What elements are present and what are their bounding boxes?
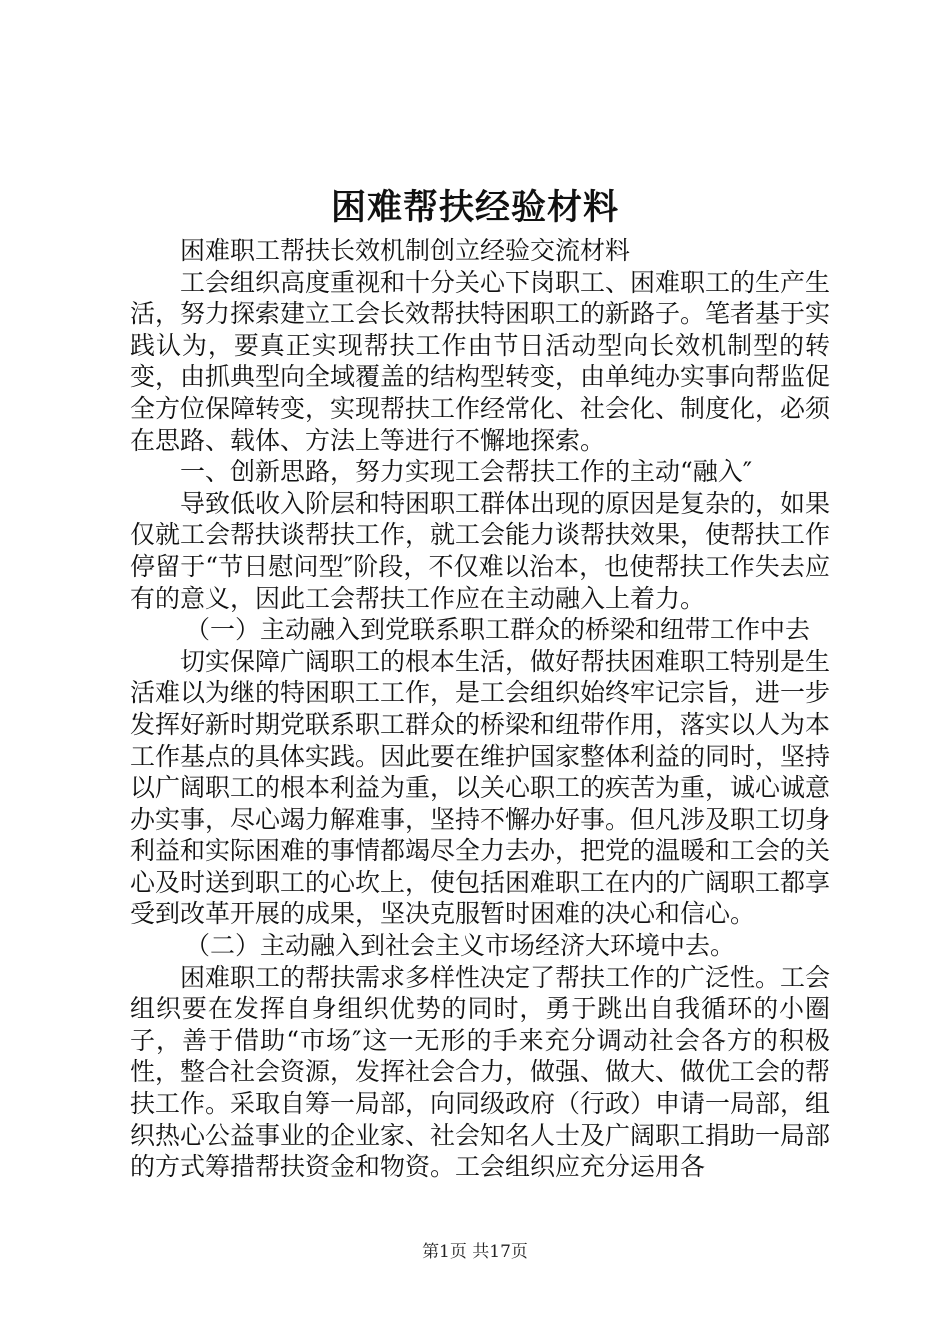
subsection-heading: （二）主动融入到社会主义市场经济大环境中去。	[185, 931, 736, 961]
body-paragraph: 困难职工的帮扶需求多样性决定了帮扶工作的广泛性。工会组织要在发挥自身组织优势的同时，勇于跳出自我循环的小圈子，善于借助“市场″这一无形的手来充分调动社会各方的积极性，整合社会资源，发挥社会合力，做强、做大、做优工会的帮扶工作。采取自筹一局部，向同级政府（行政）申请一局部，组织热心公益事业的企业家、社会知名人士及广阔职工捐助一局部的方式筹措帮扶资金和物资。工会组织应充分运用各	[130, 962, 831, 1182]
body-paragraph: 切实保障广阔职工的根本生活，做好帮扶困难职工特别是生活难以为继的特困职工工作，是工会组织始终牢记宗旨，进一步发挥好新时期党联系职工群众的桥梁和纽带作用，落实以人为本工作基点的具体实践。因此要在维护国家整体利益的同时，坚持以广阔职工的根本利益为重，以关心职工的疾苦为重，诚心诚意办实事，尽心竭力解难事，坚持不懈办好事。但凡涉及职工切身利益和实际困难的事情都竭尽全力去办，把党的温暖和工会的关心及时送到职工的心坎上，使包括困难职工在内的广阔职工都享受到改革开展的成果，坚决克服暂时困难的决心和信心。	[130, 646, 831, 929]
subtitle-paragraph: 困难职工帮扶长效机制创立经验交流材料	[180, 236, 631, 265]
page-number: 第1页 共17页	[422, 1242, 528, 1262]
subsection-heading: （一）主动融入到党联系职工群众的桥梁和纽带工作中去	[185, 615, 811, 645]
document-title: 困难帮扶经验材料	[330, 188, 619, 228]
section-heading: 一、创新思路，努力实现工会帮扶工作的主动“融入″	[180, 457, 753, 487]
document-body	[130, 235, 830, 1183]
body-paragraph: 工会组织高度重视和十分关心下岗职工、困难职工的生产生活，努力探索建立工会长效帮扶特困职工的新路子。笔者基于实践认为，要真正实现帮扶工作由节日活动型向长效机制型的转变，由抓典型向全域覆盖的结构型转变，由单纯办实事向帮监促全方位保障转变，实现帮扶工作经常化、社会化、制度化，必须在思路、载体、方法上等进行不懈地探索。	[130, 267, 831, 455]
body-paragraph: 导致低收入阶层和特困职工群体出现的原因是复杂的，如果仅就工会帮扶谈帮扶工作，就工会能力谈帮扶效果，使帮扶工作停留于“节日慰问型″阶段，不仅难以治本，也使帮扶工作失去应有的意义，因此工会帮扶工作应在主动融入上着力。	[130, 488, 831, 613]
